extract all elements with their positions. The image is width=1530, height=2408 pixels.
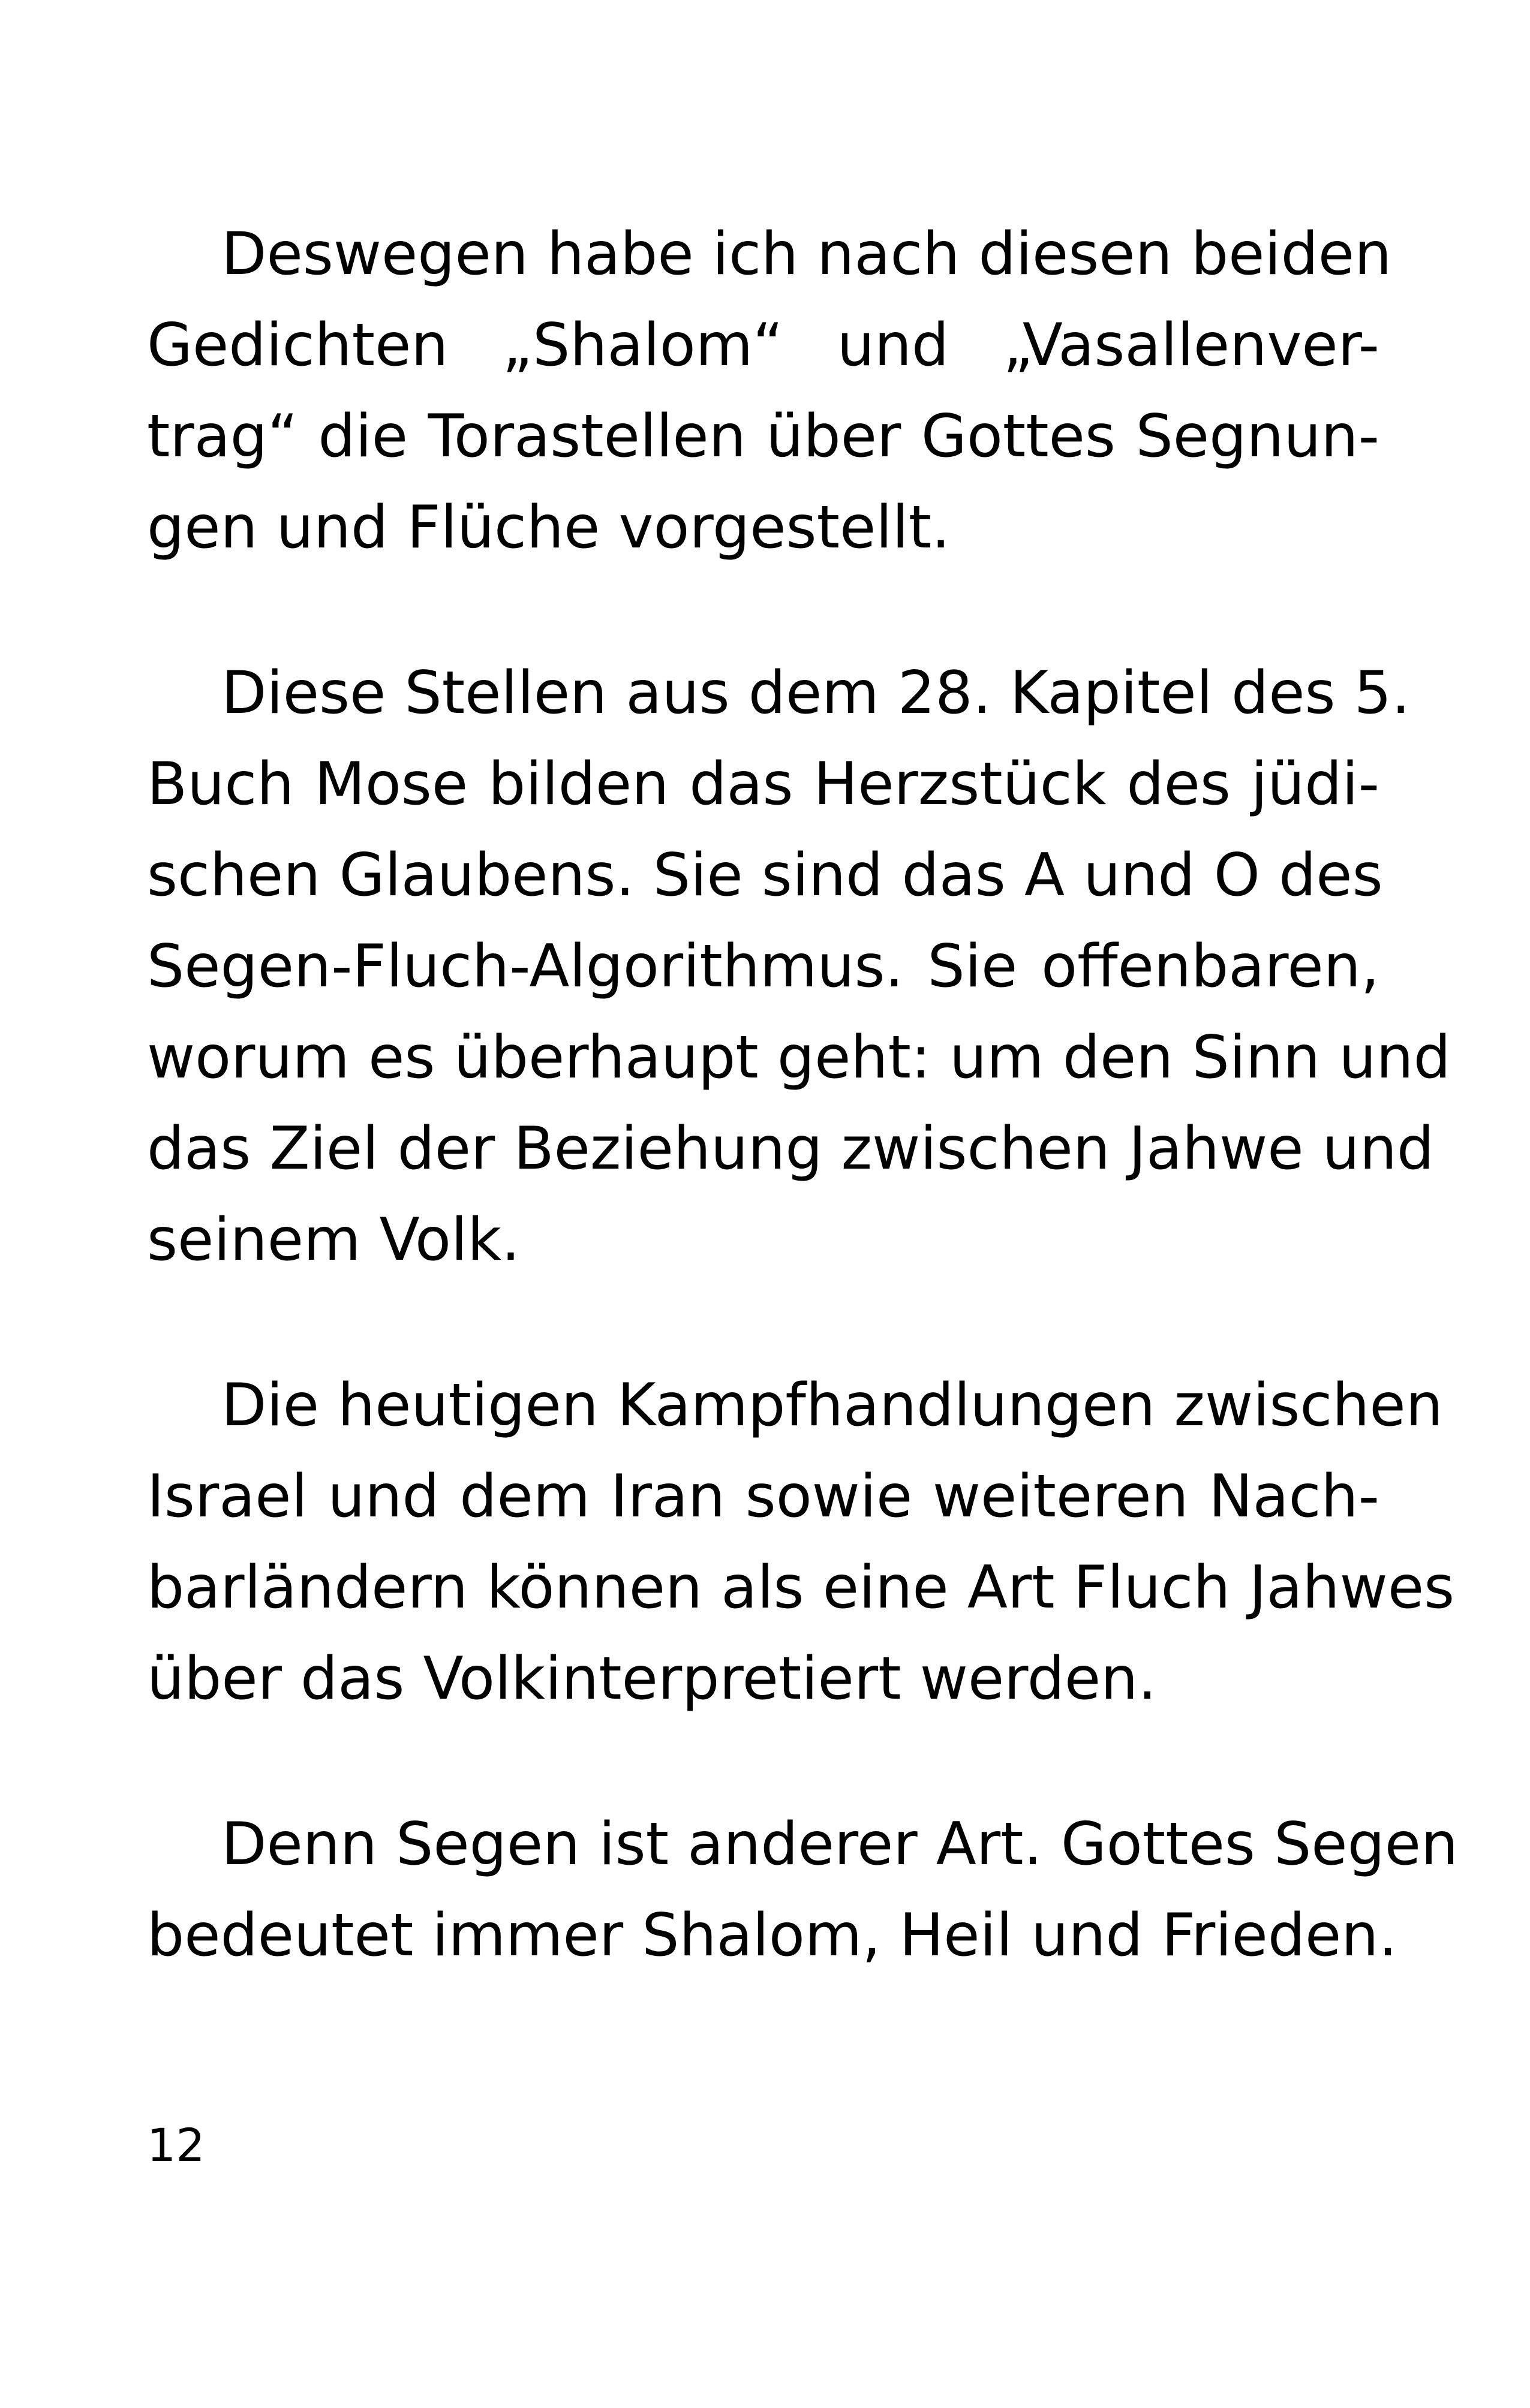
paragraph-2	[147, 648, 1451, 1286]
paragraph-line: das Ziel der Beziehung zwischen Jahwe und	[147, 1115, 1435, 1183]
paragraph-line: schen Glaubens. Sie sind das A und O des	[147, 841, 1383, 910]
paragraph-line: Denn Segen ist anderer Art. Gottes Segen	[221, 1810, 1459, 1879]
paragraph-line: gen und Flüche vorgestellt.	[147, 493, 951, 562]
paragraph-line: Buch Mose bilden das Herzstück des jüdi-	[147, 750, 1379, 818]
paragraph-line: worum es überhaupt geht: um den Sinn und	[147, 1024, 1451, 1092]
paragraph-line: über das Volkinterpretiert werden.	[147, 1645, 1157, 1713]
page-number: 12	[147, 2118, 205, 2172]
paragraph-line: Deswegen habe ich nach diesen beiden	[221, 220, 1392, 288]
paragraph-line: Gedichten „Shalom“ und „Vasallenver-	[147, 311, 1379, 380]
paragraph-4	[147, 1799, 1459, 1981]
paragraph-line: bedeutet immer Shalom, Heil und Frieden.	[147, 1901, 1397, 1970]
paragraph-line: barländern können als eine Art Fluch Jahwes	[147, 1554, 1455, 1622]
paragraph-line: seinem Volk.	[147, 1206, 521, 1274]
paragraph-1	[147, 209, 1392, 573]
paragraph-line: Diese Stellen aus dem 28. Kapitel des 5.	[221, 659, 1411, 727]
paragraph-line: Die heutigen Kampfhandlungen zwischen	[221, 1371, 1443, 1440]
paragraph-line: Israel und dem Iran sowie weiteren Nach-	[147, 1462, 1379, 1531]
paragraph-line: Segen-Fluch-Algorithmus. Sie offenbaren,	[147, 932, 1379, 1001]
paragraph-line: trag“ die Torastellen über Gottes Segnun-	[147, 402, 1379, 471]
paragraph-3	[147, 1360, 1455, 1724]
